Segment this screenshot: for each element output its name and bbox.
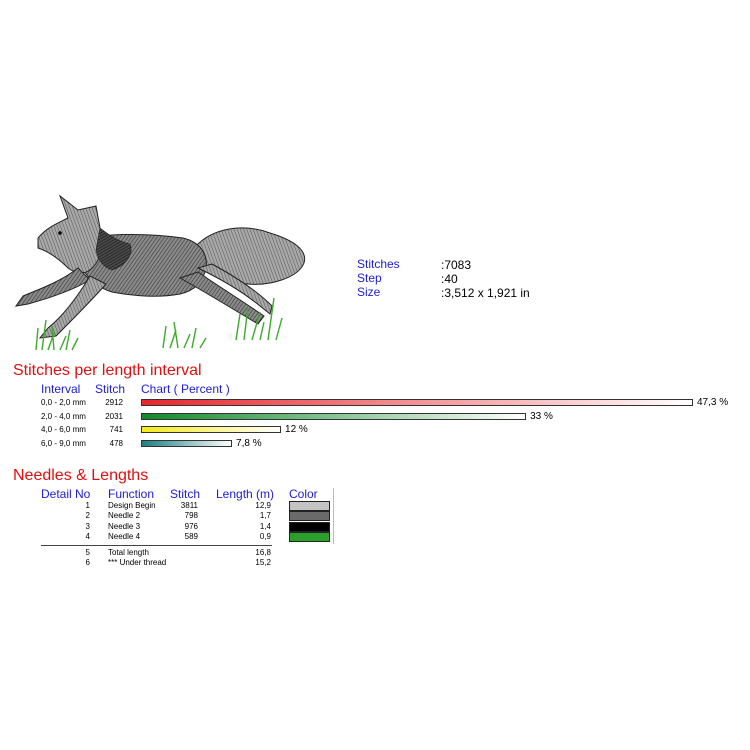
percent-label: 47,3 % — [697, 397, 729, 408]
needle-stitch: 3811 — [180, 501, 198, 510]
percent-label: 33 % — [530, 410, 553, 422]
percent-bar — [141, 399, 693, 406]
needle-detail-no: 3 — [85, 521, 90, 531]
interval-range: 6,0 - 9,0 mm — [41, 438, 86, 448]
size-value: :3,512 x 1,921 in — [441, 286, 530, 300]
percent-label: 7,8 % — [236, 437, 262, 449]
interval-stitch-count: 2912 — [105, 398, 123, 407]
chart-header: Chart ( Percent ) — [141, 382, 230, 396]
needle-detail-no: 4 — [85, 531, 90, 541]
totals-divider — [41, 545, 272, 546]
interval-range: 0,0 - 2,0 mm — [41, 398, 86, 407]
needle-color-swatch — [289, 501, 330, 511]
interval-range: 4,0 - 6,0 mm — [41, 425, 86, 434]
total-detail-no: 6 — [85, 558, 90, 568]
needle-color-swatch — [289, 522, 330, 532]
total-length: 15,2 — [255, 558, 271, 568]
size-label: Size — [357, 285, 381, 299]
detail-no-header: Detail No — [41, 487, 91, 501]
interval-range: 2,0 - 4,0 mm — [41, 411, 86, 421]
length-header: Length (m) — [216, 487, 275, 501]
total-function: Total length — [108, 548, 149, 557]
needle-function: Needle 3 — [108, 521, 141, 531]
interval-stitch-count: 478 — [109, 438, 123, 448]
percent-bar — [141, 426, 281, 433]
needle-stitch-header: Stitch — [170, 487, 201, 501]
step-value: :40 — [441, 272, 458, 286]
needle-length: 0,9 — [259, 531, 271, 541]
needle-color-swatch — [289, 532, 330, 542]
color-header: Color — [289, 487, 318, 501]
needle-detail-no: 1 — [85, 501, 90, 510]
needle-length: 12,9 — [255, 501, 271, 510]
step-label: Step — [357, 271, 382, 285]
percent-bar — [141, 413, 526, 420]
interval-header: Interval — [41, 382, 81, 396]
percent-bar — [141, 440, 232, 447]
needle-function: Needle 4 — [108, 531, 141, 541]
total-function: *** Under thread — [108, 558, 167, 568]
needle-detail-no: 2 — [85, 511, 90, 521]
fox-embroidery-image — [8, 188, 313, 358]
stitches-value: :7083 — [441, 258, 472, 272]
interval-stitch-count: 2031 — [105, 411, 123, 421]
color-column-divider — [333, 488, 334, 544]
needle-function: Design Begin — [108, 501, 156, 510]
interval-section-title: Stitches per length interval — [13, 362, 202, 379]
needle-stitch: 976 — [184, 521, 198, 531]
needle-function: Needle 2 — [108, 511, 141, 521]
stitches-label: Stitches — [357, 257, 400, 271]
interval-stitch-header: Stitch — [95, 382, 126, 396]
total-detail-no: 5 — [85, 548, 90, 557]
interval-stitch-count: 741 — [109, 425, 123, 434]
percent-label: 12 % — [285, 424, 308, 435]
needle-color-swatch — [289, 511, 330, 521]
total-length: 16,8 — [255, 548, 271, 557]
function-header: Function — [108, 487, 155, 501]
needle-length: 1,4 — [259, 521, 271, 531]
needle-stitch: 798 — [184, 511, 198, 521]
needles-section-title: Needles & Lengths — [13, 467, 149, 484]
needle-stitch: 589 — [184, 531, 198, 541]
needle-length: 1,7 — [259, 511, 271, 521]
